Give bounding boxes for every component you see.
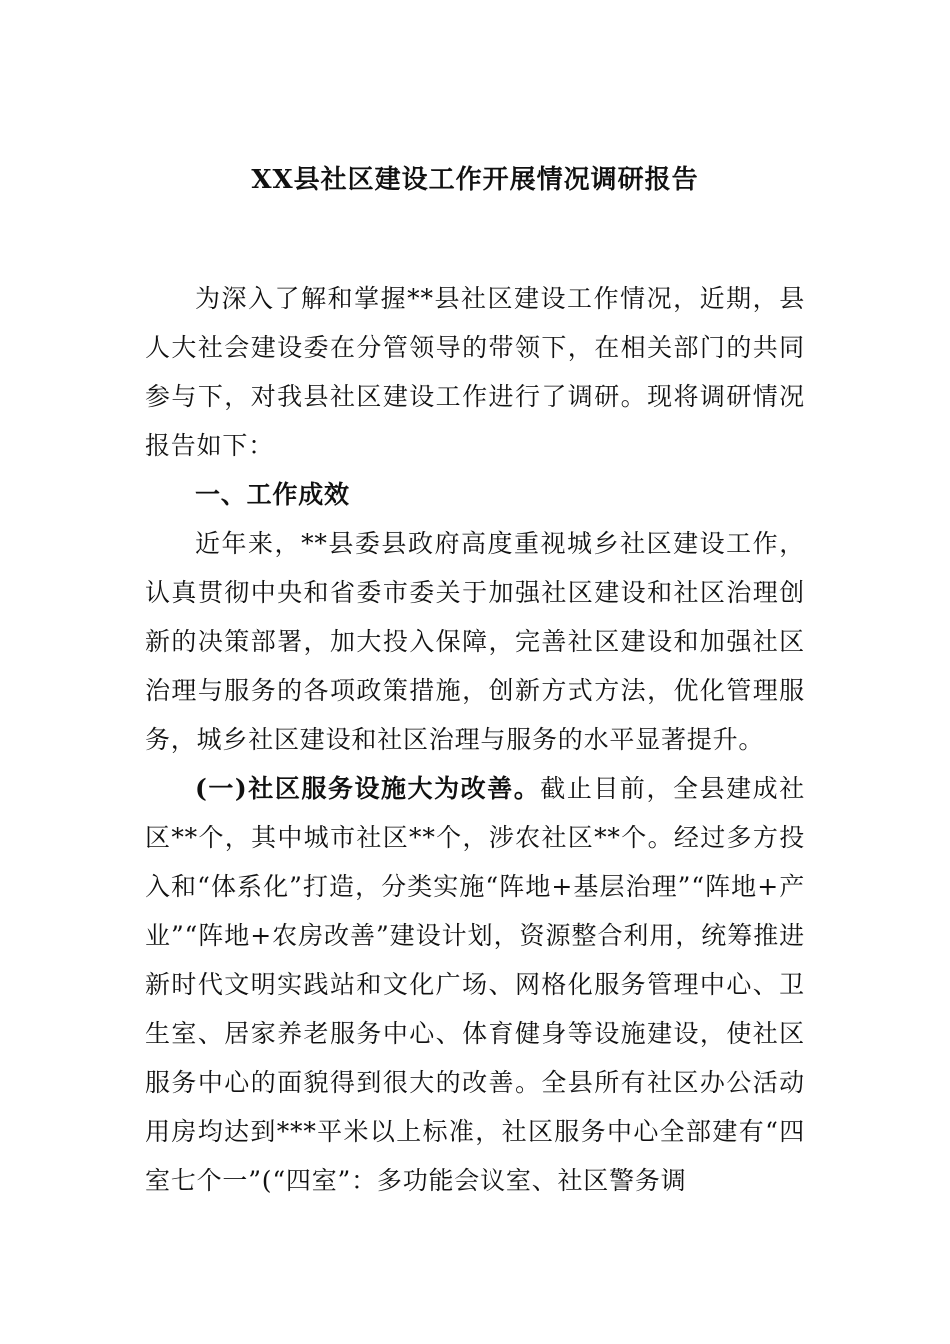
document-title: XX县社区建设工作开展情况调研报告 (251, 165, 699, 195)
section-heading-achievements: 一、工作成效 (195, 480, 350, 509)
service-facilities-text: 截止目前，全县建成社区**个，其中城市社区**个，涉农社区**个。经过多方投入和“体系化”打造，分类实施“阵地+基层治理”“阵地+产业”“阵地+农房改善”建设计划，资源整合利用，统筹推进新时代文明实践站和文化广场、网格化服务管理中心、卫生室、居家养老服务中心、体育健身等设施建设，使社区服务中心的面貌得到很大的改善。全县所有社区办公活动用房均达到***平米以上标准，社区服务中心全部建有“四室七个一”(“四室”：多功能会议室、社区警务调 (145, 774, 805, 1195)
service-facilities-paragraph (145, 764, 805, 1205)
subsection-lead-service-facilities: (一)社区服务设施大为改善。 (195, 774, 541, 803)
achievements-paragraph: 近年来，**县委县政府高度重视城乡社区建设工作，认真贯彻中央和省委市委关于加强社区建设和社区治理创新的决策部署，加大投入保障，完善社区建设和加强社区治理与服务的各项政策措施，创新方式方法，优化管理服务，城乡社区建设和社区治理与服务的水平显著提升。 (145, 529, 805, 754)
intro-paragraph: 为深入了解和掌握**县社区建设工作情况，近期，县人大社会建设委在分管领导的带领下，在相关部门的共同参与下，对我县社区建设工作进行了调研。现将调研情况报告如下： (145, 284, 805, 460)
document-body (145, 274, 805, 1205)
